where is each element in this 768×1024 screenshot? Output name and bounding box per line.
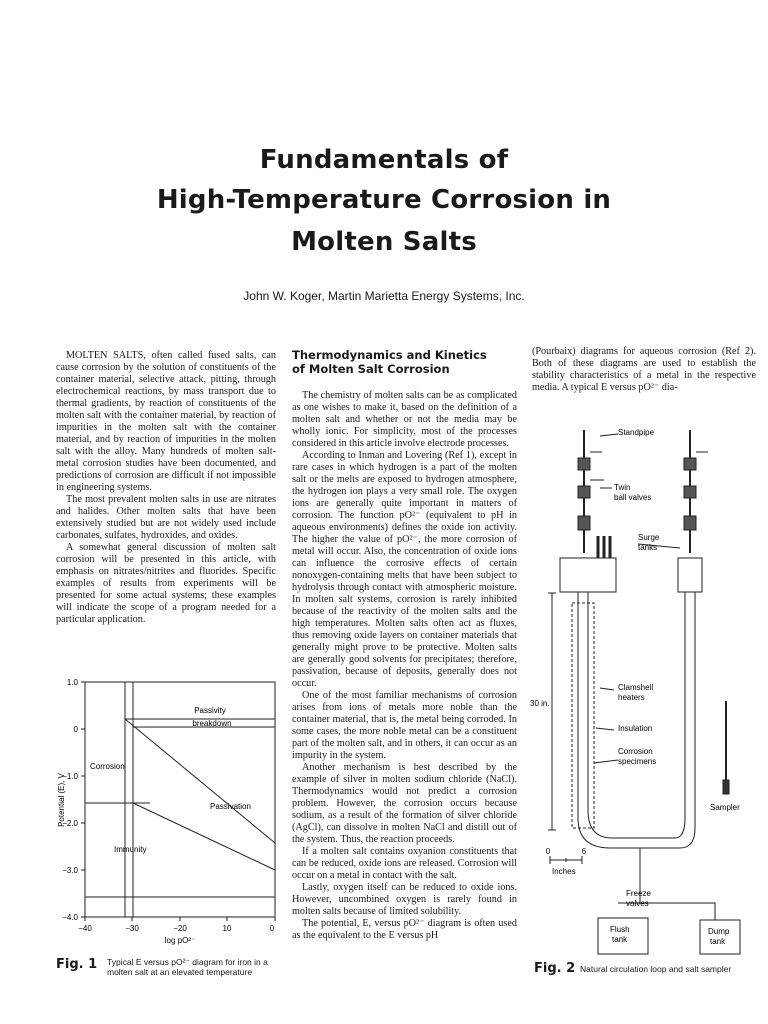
fig2-label: Fig. 2 bbox=[534, 961, 576, 976]
fig1-ytick-1: 0 bbox=[73, 725, 78, 734]
left-valve-2 bbox=[578, 486, 590, 498]
col2-paragraph-6: Lastly, oxygen itself can be reduced to oxide ions. However, uncombined oxygen is rarely found in molten salts because of limited solubility. bbox=[292, 882, 517, 917]
fig2-label-twin: Twin bbox=[614, 483, 631, 492]
fig2-label-ball-valves: ball valves bbox=[614, 493, 652, 502]
fig2-label-dump: Dump bbox=[708, 927, 730, 936]
right-valve-1 bbox=[684, 458, 696, 470]
fig1-ytick-2: −1.0 bbox=[62, 772, 78, 781]
fig2-label-sampler: Sampler bbox=[710, 803, 740, 812]
fig2-label-insulation: Insulation bbox=[618, 724, 653, 733]
right-valve-3 bbox=[684, 516, 696, 530]
right-valve-2 bbox=[684, 486, 696, 498]
col1-paragraph-3: A somewhat general discussion of molten salt corrosion will be presented in this article, with emphasis on nitrates/nitrites and fluorides. Specific examples of results from experiments will be presented for some actual systems; these examples will indicate the scope of a program needed for a particular application. bbox=[56, 542, 276, 625]
fig1-boundary-passivation-top bbox=[125, 719, 275, 843]
fig1-x-axis-label: log pO²⁻ bbox=[164, 936, 196, 945]
fig1-xtick-1: −30 bbox=[125, 924, 139, 933]
fig1-region-passivity: Passivity bbox=[194, 706, 226, 715]
fig2-label-inches: Inches bbox=[552, 867, 576, 876]
title-line-2: High-Temperature Corrosion in bbox=[156, 185, 612, 215]
column-3-text bbox=[532, 346, 756, 394]
fig2-label-clamshell: Clamshell bbox=[618, 683, 654, 692]
fig1-label: Fig. 1 bbox=[56, 957, 98, 972]
fig1-y-axis-label: Potential (E), V bbox=[57, 773, 66, 827]
fig1-region-immunity: Immunity bbox=[114, 845, 147, 854]
fig1-region-corrosion: Corrosion bbox=[90, 762, 125, 771]
fig2-label-freeze: Freeze bbox=[626, 889, 651, 898]
fig1-xtick-2: −20 bbox=[173, 924, 187, 933]
fig1-ytick-0: 1.0 bbox=[66, 678, 78, 687]
fig2-scale-6: 6 bbox=[581, 847, 587, 856]
section-heading-line-1: Thermodynamics and Kinetics bbox=[292, 348, 487, 362]
title-line-3: Molten Salts bbox=[291, 227, 477, 257]
left-valve-1 bbox=[578, 458, 590, 470]
fig2-label-specimens: specimens bbox=[618, 757, 657, 766]
right-surge-tank bbox=[678, 558, 702, 592]
col3-paragraph-1: (Pourbaix) diagrams for aqueous corrosion (Ref 2). Both of these diagrams are used to establish the stability characteristics of a metal in the respective media. A typical E versus pO²⁻ dia- bbox=[532, 346, 756, 393]
col2-paragraph-1: The chemistry of molten salts can be as complicated as one wishes to make it, based on the definition of a molten salt and whether or not the media may be wholly ionic. For simplicity, most of the processes considered in this article involve electrode processes. bbox=[292, 390, 517, 449]
fig2-label-surge: Surge bbox=[638, 533, 660, 542]
figure-1-diagram bbox=[50, 675, 286, 950]
clamshell-heater bbox=[572, 603, 594, 828]
left-valve-3 bbox=[578, 516, 590, 530]
col2-paragraph-4: Another mechanism is best described by the example of silver in molten sodium chloride (NaCl). Thermodynamics would not predict a corrosion problem. However, the corrosion occurs because sodium, as a result of the formation of silver chloride (AgCl), can dissolve in molten NaCl and distill out of the system. Thus, the reaction proceeds. bbox=[292, 762, 517, 845]
fig2-label-standpipe: Standpipe bbox=[618, 428, 655, 437]
fig1-ytick-4: −3.0 bbox=[62, 866, 78, 875]
section-heading-line-2: of Molten Salt Corrosion bbox=[292, 362, 450, 376]
fig1-plot-frame bbox=[85, 682, 275, 917]
fig2-label-flush-tank: tank bbox=[612, 935, 628, 944]
fig2-scale-0: 0 bbox=[545, 847, 551, 856]
fig1-xtick-3: 10 bbox=[222, 924, 232, 933]
left-surge-tank bbox=[560, 558, 616, 592]
figure-2-diagram bbox=[530, 418, 762, 960]
fig1-xtick-4: 0 bbox=[269, 924, 275, 933]
fig1-region-breakdown: breakdown bbox=[192, 719, 232, 728]
col2-paragraph-7: The potential, E, versus pO²⁻ diagram is often used as the equivalent to the E versus pH bbox=[292, 918, 517, 941]
fig2-label-flush: Flush bbox=[610, 925, 630, 934]
fig2-label-heaters: heaters bbox=[618, 693, 645, 702]
col2-paragraph-5: If a molten salt contains oxyanion constituents that can be reduced, oxide ions are released. Corrosion will occur on a metal in contact with the salt. bbox=[292, 846, 517, 881]
col2-paragraph-3: One of the most familiar mechanisms of corrosion arises from ions of metals more noble than the container material, that is, the metal being corroded. In some cases, the more noble metal can be a constituent part of the molten salt, and in others, it can occur as an impurity in the system. bbox=[292, 690, 517, 761]
col2-paragraph-2: According to Inman and Lovering (Ref 1), except in rare cases in which hydrogen is a part of the molten salt or the melts are exposed to hydrogen atmosphere, the hydrogen ion plays a very small role. The oxygen ions are generally quite important in matters of corrosion. The function pO²⁻ (equivalent to pH in aqueous environments) defines the oxide ion activity. The higher the value of pO²⁻, the more corrosion of metal will occur. Also, the concentration of oxide ions can influence the corrosive effects of certain nonoxygen-containing melts that have been subject to hydrolysis through contact with atmospheric moisture. In molten salt systems, corrosion is rarely inhibited because of the reactivity of the molten salts and the high temperatures. Molten salts often act as fluxes, thus removing oxide layers on container materials that generally might prove to be protective. Molten salts are generally good solvents for precipitates; therefore, passivation, because of deposits, generally does not occur. bbox=[292, 450, 517, 689]
column-1-text bbox=[56, 350, 276, 626]
fig2-caption: Natural circulation loop and salt sampler bbox=[580, 964, 732, 974]
fig1-region-passivation: Passivation bbox=[210, 802, 251, 811]
fig1-ytick-3: −2.0 bbox=[62, 819, 78, 828]
title-line-1: Fundamentals of bbox=[259, 145, 509, 175]
author-line: John W. Koger, Martin Marietta Energy Systems, Inc. bbox=[243, 289, 525, 303]
fig2-label-valves: valves bbox=[626, 899, 649, 908]
column-2-text bbox=[292, 348, 517, 942]
fig2-label-30in: 30 in. bbox=[530, 699, 550, 708]
fig1-caption: Typical E versus pO²⁻ diagram for iron in a molten salt at an elevated temperature bbox=[107, 957, 268, 977]
fig2-label-corrosion: Corrosion bbox=[618, 747, 653, 756]
fig1-xtick-0: −40 bbox=[78, 924, 92, 933]
col1-paragraph-1: MOLTEN SALTS, often called fused salts, can cause corrosion by the solution of constituents of the container material, selective attack, pitting, through electrochemical reactions, by mass transport due to thermal gradients, by reaction of constituents of the molten salt with the container material, by reaction of impurities in the molten salt with the container material, and by reaction of impurities in the molten salt with the alloy. Many hundreds of molten salt-metal corrosion studies have been documented, and predictions of corrosion are difficult if not impossible in engineering systems. bbox=[56, 350, 276, 493]
fig2-label-dump-tank: tank bbox=[710, 937, 726, 946]
fig1-boundary-passivation-bottom bbox=[133, 803, 275, 870]
fig2-label-tanks: tanks bbox=[638, 543, 658, 552]
col1-paragraph-2: The most prevalent molten salts in use are nitrates and halides. Other molten salts that have been extensively studied but are not widely used include carbonates, sulfates, hydroxides, and oxides. bbox=[56, 494, 276, 541]
fig1-ytick-5: −4.0 bbox=[62, 913, 78, 922]
